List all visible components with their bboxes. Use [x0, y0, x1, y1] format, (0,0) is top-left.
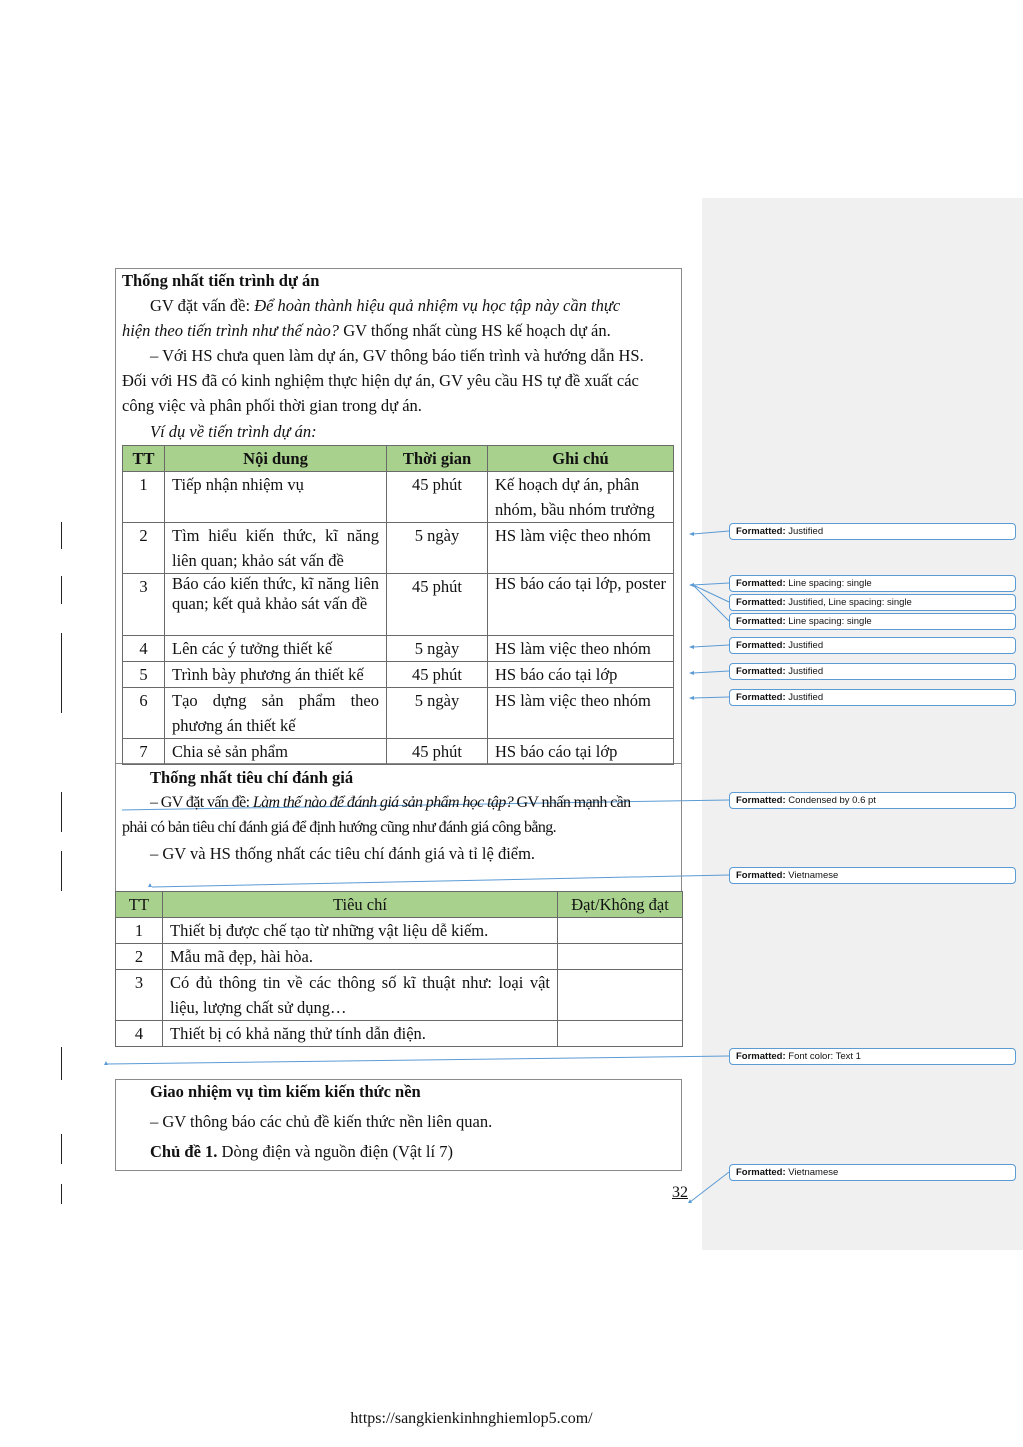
- page-number: 32: [672, 1184, 688, 1201]
- table-cell: Chia sẻ sản phẩm: [165, 739, 387, 765]
- comment-balloon[interactable]: Formatted: Justified: [729, 663, 1016, 680]
- table-row: [123, 574, 674, 636]
- paragraph: – GV và HS thống nhất các tiêu chí đánh giá và tỉ lệ điểm.: [150, 844, 536, 863]
- paragraph: Chủ đề 1. Dòng điện và nguồn điện (Vật lí 7): [150, 1142, 453, 1161]
- comment-balloon[interactable]: Formatted: Justified: [729, 689, 1016, 706]
- table-row: [123, 688, 674, 739]
- paragraph: – GV thông báo các chủ đề kiến thức nền liên quan.: [150, 1112, 493, 1131]
- table-row: [123, 662, 674, 688]
- table-cell: Có đủ thông tin về các thông số kĩ thuật như: loại vật liệu, lượng chất sử dụng…: [163, 970, 558, 1021]
- column-header: Đạt/Không đạt: [558, 892, 683, 918]
- table-header-row: [123, 446, 674, 472]
- table-cell: 6: [123, 688, 165, 739]
- change-bar: [61, 576, 62, 604]
- table-cell: Tạo dựng sản phẩm theo phương án thiết kế: [165, 688, 387, 739]
- table-cell: Báo cáo kiến thức, kĩ năng liên quan; kết quả khảo sát vấn đề: [165, 574, 387, 636]
- table-row: [123, 472, 674, 523]
- table-cell: 1: [123, 472, 165, 523]
- change-bar: [61, 1047, 62, 1080]
- section-heading: Giao nhiệm vụ tìm kiếm kiến thức nền: [150, 1082, 421, 1101]
- table-cell: Kế hoạch dự án, phân nhóm, bầu nhóm trưởng: [488, 472, 674, 523]
- column-header: Thời gian: [387, 446, 488, 472]
- change-bar: [61, 1134, 62, 1164]
- table-cell: 45 phút: [387, 574, 488, 636]
- table-cell: 45 phút: [387, 662, 488, 688]
- criteria-table: [115, 891, 683, 1047]
- table-row: [123, 739, 674, 765]
- comment-balloon[interactable]: Formatted: Line spacing: single: [729, 613, 1016, 630]
- table-header-row: [116, 892, 683, 918]
- table-cell: HS báo cáo tại lớp, poster: [488, 574, 674, 636]
- paragraph: phải có bản tiêu chí đánh giá để định hướng cũng như đánh giá công bằng.: [122, 819, 557, 836]
- comment-balloon[interactable]: Formatted: Justified: [729, 637, 1016, 654]
- table-cell: Lên các ý tưởng thiết kế: [165, 636, 387, 662]
- table-cell: Mẫu mã đẹp, hài hòa.: [163, 944, 558, 970]
- table-cell: 5 ngày: [387, 688, 488, 739]
- change-bar: [61, 522, 62, 549]
- table-row: [123, 636, 674, 662]
- comment-balloon[interactable]: Formatted: Font color: Text 1: [729, 1048, 1016, 1065]
- table-cell: Trình bày phương án thiết kế: [165, 662, 387, 688]
- change-bar: [61, 851, 62, 891]
- table-cell: HS làm việc theo nhóm: [488, 523, 674, 574]
- table-cell: [558, 970, 683, 1021]
- table-cell: 45 phút: [387, 472, 488, 523]
- project-timeline-table: [122, 445, 674, 765]
- table-cell: 2: [123, 523, 165, 574]
- table-cell: Tìm hiểu kiến thức, kĩ năng liên quan; khảo sát vấn đề: [165, 523, 387, 574]
- paragraph: Đối với HS đã có kinh nghiệm thực hiện dự án, GV yêu cầu HS tự đề xuất các: [122, 371, 639, 390]
- footer-url[interactable]: https://sangkienkinhnghiemlop5.com/: [350, 1410, 593, 1427]
- example-label: Ví dụ về tiến trình dự án:: [150, 422, 317, 441]
- column-header: TT: [116, 892, 163, 918]
- column-header: Ghi chú: [488, 446, 674, 472]
- change-bar: [61, 792, 62, 832]
- table-cell: 5: [123, 662, 165, 688]
- comment-balloon[interactable]: Formatted: Line spacing: single: [729, 575, 1016, 592]
- paragraph: – GV đặt vấn đề: Làm thế nào để đánh giá sản phẩm học tập? GV nhấn mạnh cần: [150, 794, 631, 811]
- table-cell: 4: [123, 636, 165, 662]
- table-row: [116, 918, 683, 944]
- column-header: Nội dung: [165, 446, 387, 472]
- table-cell: Tiếp nhận nhiệm vụ: [165, 472, 387, 523]
- table-cell: HS làm việc theo nhóm: [488, 636, 674, 662]
- table-cell: 3: [116, 970, 163, 1021]
- table-cell: 7: [123, 739, 165, 765]
- table-cell: HS làm việc theo nhóm: [488, 688, 674, 739]
- table-cell: Thiết bị có khả năng thử tính dẫn điện.: [163, 1021, 558, 1047]
- comment-balloon[interactable]: Formatted: Condensed by 0.6 pt: [729, 792, 1016, 809]
- table-cell: [558, 918, 683, 944]
- column-header: Tiêu chí: [163, 892, 558, 918]
- table-cell: HS báo cáo tại lớp: [488, 739, 674, 765]
- table-cell: 1: [116, 918, 163, 944]
- section-heading: Thống nhất tiêu chí đánh giá: [150, 768, 354, 787]
- comment-balloon[interactable]: Formatted: Justified: [729, 523, 1016, 540]
- comment-balloon[interactable]: Formatted: Justified, Line spacing: single: [729, 594, 1016, 611]
- table-cell: [558, 944, 683, 970]
- table-cell: Thiết bị được chế tạo từ những vật liệu dễ kiếm.: [163, 918, 558, 944]
- column-header: TT: [123, 446, 165, 472]
- comment-balloon[interactable]: Formatted: Vietnamese: [729, 1164, 1016, 1181]
- table-cell: 5 ngày: [387, 636, 488, 662]
- paragraph: hiện theo tiến trình như thế nào? GV thống nhất cùng HS kế hoạch dự án.: [122, 321, 611, 340]
- table-row: [116, 1021, 683, 1047]
- table-cell: 45 phút: [387, 739, 488, 765]
- change-bar: [61, 633, 62, 713]
- paragraph: GV đặt vấn đề: Để hoàn thành hiệu quả nhiệm vụ học tập này cần thực: [150, 296, 621, 315]
- table-cell: 4: [116, 1021, 163, 1047]
- paragraph: – Với HS chưa quen làm dự án, GV thông báo tiến trình và hướng dẫn HS.: [150, 346, 644, 365]
- change-bar: [61, 1184, 62, 1204]
- comment-balloon[interactable]: Formatted: Vietnamese: [729, 867, 1016, 884]
- table-cell: 3: [123, 574, 165, 636]
- paragraph: công việc và phân phối thời gian trong dự án.: [122, 396, 422, 415]
- table-row: [116, 944, 683, 970]
- table-cell: 2: [116, 944, 163, 970]
- table-row: [116, 970, 683, 1021]
- table-cell: 5 ngày: [387, 523, 488, 574]
- table-cell: HS báo cáo tại lớp: [488, 662, 674, 688]
- section-heading: Thống nhất tiến trình dự án: [122, 271, 320, 290]
- table-cell: [558, 1021, 683, 1047]
- table-row: [123, 523, 674, 574]
